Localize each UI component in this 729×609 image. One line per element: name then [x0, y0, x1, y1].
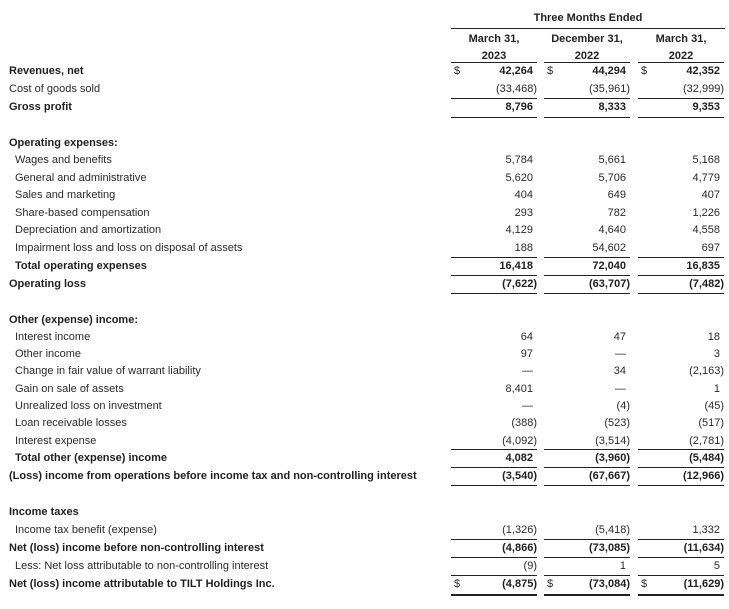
value-cell — [638, 468, 724, 485]
value-cell — [638, 99, 724, 116]
currency-symbol: $ — [641, 65, 648, 77]
cell-value: 16,418 — [499, 260, 533, 272]
row-label: Operating loss — [9, 278, 87, 290]
value-cell — [638, 522, 724, 539]
row-label: Loan receivable losses — [15, 417, 127, 429]
value-cell — [638, 329, 724, 346]
value-cell — [638, 540, 724, 557]
cell-value: 407 — [701, 189, 720, 201]
cell-value: (7,622) — [502, 278, 537, 290]
cell-value: 404 — [514, 189, 533, 201]
section-header — [0, 312, 729, 329]
column-rule — [638, 275, 724, 276]
value-cell — [544, 346, 630, 363]
cell-value: (35,961) — [589, 83, 630, 95]
cell-value: (73,084) — [589, 578, 630, 590]
row-label: Income tax benefit (expense) — [15, 524, 157, 536]
cell-value: 1,332 — [692, 524, 720, 536]
column-header-dec-2022 — [544, 31, 630, 65]
row-label: Unrealized loss on investment — [15, 400, 162, 412]
column-rule — [638, 293, 724, 294]
column-rule — [544, 275, 630, 276]
value-cell — [544, 576, 630, 593]
row-label: General and administrative — [15, 172, 147, 184]
row-label: Net (loss) income before non-controlling interest — [9, 542, 264, 554]
column-rule — [638, 98, 724, 99]
value-cell — [544, 187, 630, 204]
column-header-mar-2023 — [451, 31, 537, 65]
table-row — [0, 276, 729, 293]
cell-value: 8,796 — [505, 101, 533, 113]
currency-symbol: $ — [641, 578, 648, 590]
cell-value: 3 — [713, 348, 720, 360]
value-cell — [451, 152, 537, 169]
cell-value: 4,558 — [692, 224, 720, 236]
cell-value: 47 — [613, 331, 626, 343]
cell-value: (11,634) — [683, 542, 724, 554]
value-cell — [638, 363, 724, 380]
row-label: (Loss) income from operations before income tax and non-controlling interest — [9, 470, 417, 482]
cell-value: (5,484) — [689, 452, 724, 464]
value-cell — [451, 433, 537, 450]
cell-value: (2,163) — [689, 365, 724, 377]
row-label: Other (expense) income: — [9, 314, 138, 326]
column-header-line2: 2022 — [574, 50, 600, 62]
row-label: Interest expense — [15, 435, 97, 447]
value-cell — [544, 205, 630, 222]
column-rule — [451, 449, 537, 450]
value-cell — [451, 99, 537, 116]
column-rule — [638, 62, 724, 63]
cell-value: 5,661 — [598, 154, 626, 166]
column-rule — [451, 557, 537, 558]
currency-symbol: $ — [547, 65, 554, 77]
value-cell — [451, 398, 537, 415]
value-cell — [544, 540, 630, 557]
table-row — [0, 240, 729, 257]
value-cell — [638, 433, 724, 450]
row-label: Gain on sale of assets — [15, 383, 124, 395]
value-cell — [638, 381, 724, 398]
column-rule — [544, 98, 630, 99]
cell-value: (73,085) — [589, 542, 630, 554]
value-cell — [451, 558, 537, 575]
value-cell — [544, 99, 630, 116]
row-label: Change in fair value of warrant liability — [15, 365, 201, 377]
table-row — [0, 81, 729, 98]
value-cell — [451, 222, 537, 239]
double-underline — [638, 594, 724, 596]
cell-value: 54,602 — [592, 242, 626, 254]
column-header-line2: 2023 — [481, 50, 507, 62]
table-row — [0, 415, 729, 432]
column-rule — [638, 557, 724, 558]
value-cell — [451, 205, 537, 222]
cell-value: (3,514) — [595, 435, 630, 447]
value-cell — [544, 558, 630, 575]
row-label: Net (loss) income attributable to TILT Holdings Inc. — [9, 578, 275, 590]
value-cell — [451, 276, 537, 293]
table-row — [0, 63, 729, 80]
value-cell — [544, 381, 630, 398]
column-rule — [451, 117, 537, 118]
column-header-line2: 2022 — [668, 50, 694, 62]
column-rule — [544, 62, 630, 63]
cell-value: — — [615, 348, 626, 360]
value-cell — [638, 258, 724, 275]
cell-value: — — [615, 383, 626, 395]
cell-value: (2,781) — [689, 435, 724, 447]
value-cell — [544, 522, 630, 539]
cell-value: (4,866) — [502, 542, 537, 554]
cell-value: — — [522, 365, 533, 377]
value-cell — [451, 468, 537, 485]
value-cell — [638, 152, 724, 169]
cell-value: 9,353 — [692, 101, 720, 113]
table-row — [0, 433, 729, 450]
row-label: Other income — [15, 348, 82, 360]
value-cell — [638, 346, 724, 363]
cell-value: (32,999) — [683, 83, 724, 95]
cell-value: (4) — [616, 400, 630, 412]
column-rule — [451, 275, 537, 276]
cell-value: 5,168 — [692, 154, 720, 166]
cell-value: 4,129 — [505, 224, 533, 236]
cell-value: 72,040 — [592, 260, 626, 272]
currency-symbol: $ — [454, 65, 461, 77]
table-row — [0, 346, 729, 363]
value-cell — [638, 415, 724, 432]
value-cell — [544, 222, 630, 239]
cell-value: 188 — [514, 242, 533, 254]
cell-value: 18 — [707, 331, 720, 343]
column-rule — [544, 467, 630, 468]
value-cell — [451, 415, 537, 432]
value-cell — [451, 258, 537, 275]
column-header-line1: March 31, — [468, 33, 520, 45]
value-cell — [544, 363, 630, 380]
cell-value: 8,333 — [598, 101, 626, 113]
row-label: Revenues, net — [9, 65, 84, 77]
value-cell — [451, 363, 537, 380]
table-row — [0, 170, 729, 187]
cell-value: (4,875) — [502, 578, 537, 590]
cell-value: (4,092) — [502, 435, 537, 447]
value-cell — [638, 187, 724, 204]
cell-value: 4,640 — [598, 224, 626, 236]
cell-value: 4,779 — [692, 172, 720, 184]
value-cell — [451, 81, 537, 98]
column-rule — [451, 539, 537, 540]
value-cell — [638, 63, 724, 80]
column-rule — [638, 117, 724, 118]
cell-value: 64 — [520, 331, 533, 343]
value-cell — [544, 81, 630, 98]
column-rule — [638, 449, 724, 450]
value-cell — [451, 170, 537, 187]
value-cell — [544, 468, 630, 485]
value-cell — [638, 205, 724, 222]
period-title-rule — [451, 28, 725, 29]
value-cell — [451, 63, 537, 80]
table-row — [0, 522, 729, 539]
column-rule — [544, 449, 630, 450]
value-cell — [638, 450, 724, 467]
row-label: Income taxes — [9, 506, 79, 518]
row-label: Less: Net loss attributable to non-controlling interest — [15, 560, 269, 572]
cell-value: (9) — [523, 560, 537, 572]
column-rule — [544, 257, 630, 258]
cell-value: 16,835 — [686, 260, 720, 272]
table-row — [0, 205, 729, 222]
column-rule — [544, 575, 630, 576]
column-header-mar-2022 — [638, 31, 724, 65]
cell-value: (3,960) — [595, 452, 630, 464]
value-cell — [544, 433, 630, 450]
value-cell — [451, 240, 537, 257]
cell-value: (11,629) — [683, 578, 724, 590]
cell-value: 5,620 — [505, 172, 533, 184]
value-cell — [638, 222, 724, 239]
value-cell — [544, 276, 630, 293]
double-underline — [544, 594, 630, 596]
row-label: Total other (expense) income — [15, 452, 167, 464]
value-cell — [451, 576, 537, 593]
value-cell — [544, 63, 630, 80]
column-rule — [451, 98, 537, 99]
column-rule — [451, 257, 537, 258]
value-cell — [544, 240, 630, 257]
value-cell — [544, 415, 630, 432]
value-cell — [544, 258, 630, 275]
cell-value: (12,966) — [683, 470, 724, 482]
value-cell — [451, 187, 537, 204]
value-cell — [451, 450, 537, 467]
column-rule — [451, 62, 537, 63]
row-label: Total operating expenses — [15, 260, 147, 272]
row-label: Operating expenses: — [9, 137, 118, 149]
table-row — [0, 468, 729, 485]
table-row — [0, 363, 729, 380]
table-row — [0, 398, 729, 415]
table-row — [0, 450, 729, 467]
column-header-line1: December 31, — [551, 33, 623, 45]
column-header-line1: March 31, — [655, 33, 707, 45]
cell-value: 1,226 — [692, 207, 720, 219]
value-cell — [451, 381, 537, 398]
value-cell — [638, 170, 724, 187]
table-row — [0, 222, 729, 239]
column-rule — [451, 293, 537, 294]
cell-value: 5 — [713, 560, 720, 572]
cell-value: 5,784 — [505, 154, 533, 166]
row-label: Sales and marketing — [15, 189, 116, 201]
cell-value: (1,326) — [502, 524, 537, 536]
table-row — [0, 540, 729, 557]
column-rule — [638, 539, 724, 540]
table-row — [0, 258, 729, 275]
cell-value: (517) — [698, 417, 724, 429]
cell-value: (523) — [604, 417, 630, 429]
cell-value: (63,707) — [589, 278, 630, 290]
column-rule — [544, 117, 630, 118]
value-cell — [638, 576, 724, 593]
table-row — [0, 381, 729, 398]
column-rule — [544, 557, 630, 558]
table-row — [0, 558, 729, 575]
row-label: Impairment loss and loss on disposal of assets — [15, 242, 243, 254]
column-rule — [638, 467, 724, 468]
row-label: Cost of goods sold — [9, 83, 101, 95]
cell-value: (3,540) — [502, 470, 537, 482]
column-rule — [451, 485, 537, 486]
row-label: Depreciation and amortization — [15, 224, 162, 236]
cell-value: 649 — [607, 189, 626, 201]
column-rule — [544, 539, 630, 540]
cell-value: (388) — [511, 417, 537, 429]
period-title: Three Months Ended — [533, 12, 643, 24]
column-rule — [451, 467, 537, 468]
value-cell — [544, 170, 630, 187]
column-rule — [638, 485, 724, 486]
row-label: Wages and benefits — [15, 154, 112, 166]
cell-value: 5,706 — [598, 172, 626, 184]
value-cell — [544, 152, 630, 169]
currency-symbol: $ — [454, 578, 461, 590]
cell-value: 97 — [520, 348, 533, 360]
cell-value: 44,294 — [592, 65, 626, 77]
double-underline — [451, 594, 537, 596]
value-cell — [638, 81, 724, 98]
column-rule — [451, 575, 537, 576]
section-header — [0, 504, 729, 521]
cell-value: (5,418) — [595, 524, 630, 536]
value-cell — [451, 329, 537, 346]
cell-value: (7,482) — [689, 278, 724, 290]
column-rule — [638, 575, 724, 576]
row-label: Interest income — [15, 331, 91, 343]
column-rule — [544, 293, 630, 294]
cell-value: 8,401 — [505, 383, 533, 395]
table-row — [0, 99, 729, 116]
table-row — [0, 329, 729, 346]
cell-value: 293 — [514, 207, 533, 219]
cell-value: — — [522, 400, 533, 412]
value-cell — [638, 398, 724, 415]
cell-value: 34 — [613, 365, 626, 377]
cell-value: 1 — [619, 560, 626, 572]
cell-value: 1 — [713, 383, 720, 395]
column-rule — [638, 257, 724, 258]
value-cell — [638, 276, 724, 293]
row-label: Share-based compensation — [15, 207, 150, 219]
value-cell — [638, 558, 724, 575]
cell-value: 42,264 — [499, 65, 533, 77]
column-rule — [544, 485, 630, 486]
cell-value: 782 — [607, 207, 626, 219]
value-cell — [451, 346, 537, 363]
cell-value: 4,082 — [505, 452, 533, 464]
table-row — [0, 152, 729, 169]
cell-value: (33,468) — [496, 83, 537, 95]
section-header — [0, 135, 729, 152]
value-cell — [638, 240, 724, 257]
cell-value: 42,352 — [686, 65, 720, 77]
cell-value: 697 — [701, 242, 720, 254]
value-cell — [544, 450, 630, 467]
value-cell — [451, 522, 537, 539]
row-label: Gross profit — [9, 101, 72, 113]
cell-value: (45) — [704, 400, 724, 412]
currency-symbol: $ — [547, 578, 554, 590]
cell-value: (67,667) — [589, 470, 630, 482]
value-cell — [451, 540, 537, 557]
table-row — [0, 576, 729, 593]
value-cell — [544, 398, 630, 415]
value-cell — [544, 329, 630, 346]
table-row — [0, 187, 729, 204]
